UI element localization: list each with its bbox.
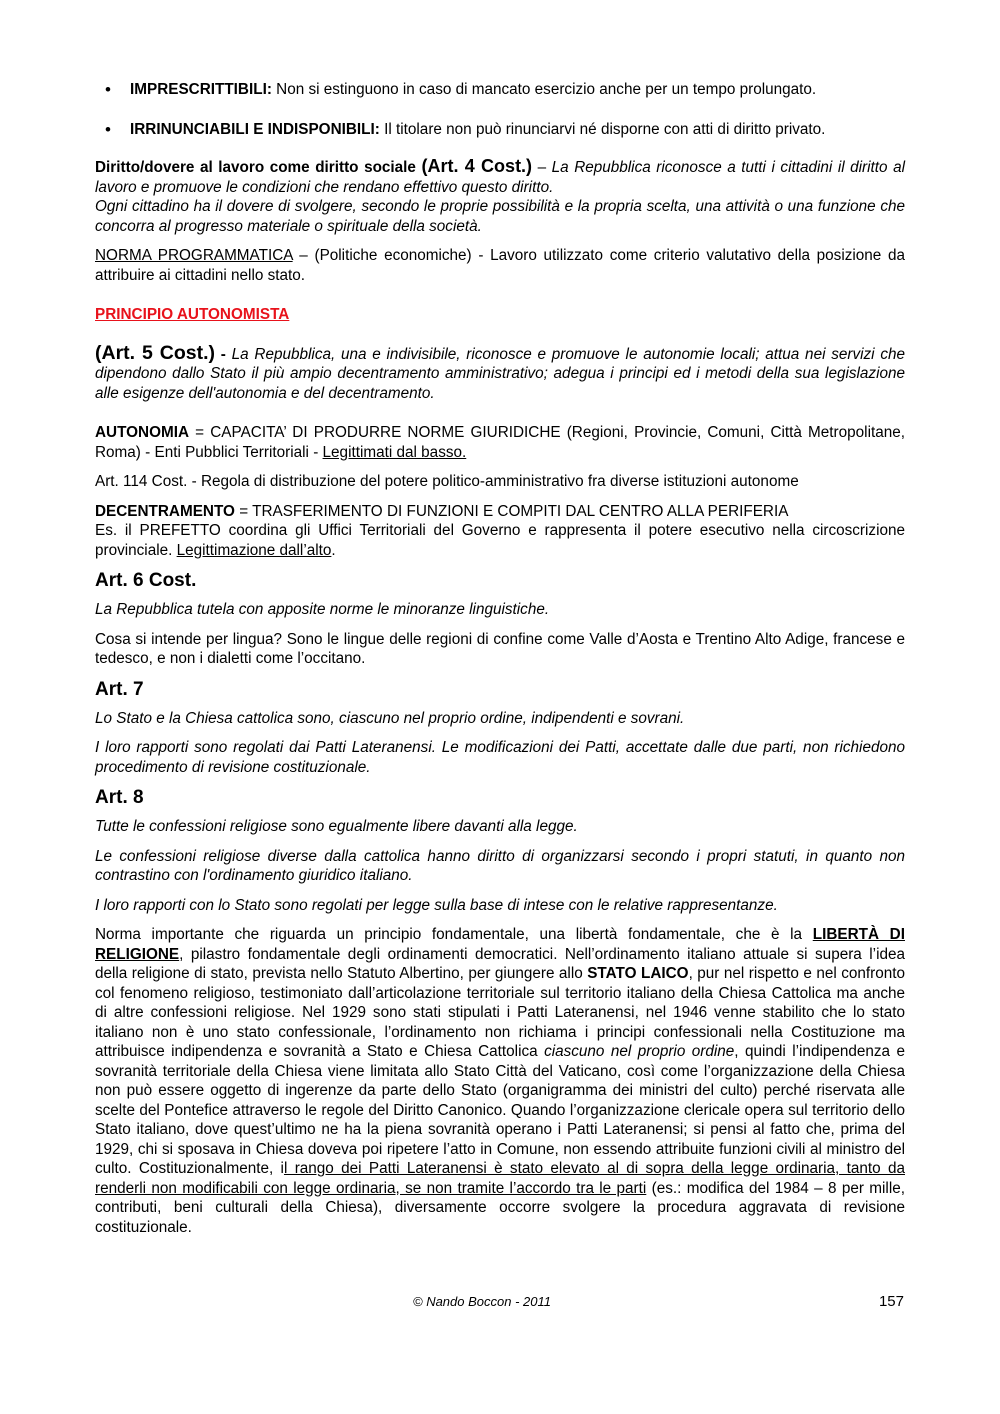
art5-dash: - bbox=[215, 345, 232, 363]
art4-ref: (Art. 4 Cost.) bbox=[421, 156, 533, 176]
art5-paragraph bbox=[95, 341, 906, 404]
art4-quote2: Ogni cittadino ha il dovere di svolgere, secondo le proprie possibilità e la propria scelta, una attività o una funzione che concorra al progresso materiale o spirituale della società. bbox=[95, 198, 905, 235]
decentramento-paragraph bbox=[95, 502, 905, 522]
art6-text: Cosa si intende per lingua? Sono le lingue delle regioni di confine come Valle d’Aosta e Trentino Alto Adige, francese e tedesco, e non i dialetti come l’occitano. bbox=[95, 630, 905, 667]
list-item bbox=[95, 80, 905, 100]
norma-label: NORMA PROGRAMMATICA bbox=[95, 247, 293, 264]
bullet-text: Il titolare non può rinunciarvi né disporne con atti di diritto privato. bbox=[379, 120, 826, 138]
principio-autonomista-link[interactable]: PRINCIPIO AUTONOMISTA bbox=[95, 306, 290, 323]
art4-dash: – bbox=[532, 159, 552, 176]
art7-title: Art. 7 bbox=[95, 678, 144, 700]
page-number: 157 bbox=[878, 1293, 904, 1310]
ciascuno-nel-proprio-ordine: ciascuno nel proprio ordine bbox=[544, 1043, 735, 1060]
legittimazione-link: Legittimazione dall’alto bbox=[176, 541, 332, 559]
rights-list bbox=[95, 80, 905, 139]
art5-ref: (Art. 5 Cost.) bbox=[95, 341, 216, 364]
footer-credit: © Nando Boccon - 2011 bbox=[413, 1294, 551, 1309]
art7-quote1: Lo Stato e la Chiesa cattolica sono, ciascuno nel proprio ordine, indipendenti e sovrani. bbox=[95, 709, 685, 727]
stato-laico: STATO LAICO bbox=[587, 965, 689, 982]
art8-quote3: I loro rapporti con lo Stato sono regolati per legge sulla base di intese con le relative rappresentanze. bbox=[95, 896, 778, 914]
autonomia-paragraph bbox=[95, 423, 905, 462]
art8-quote1: Tutte le confessioni religiose sono egualmente libere davanti alla legge. bbox=[95, 818, 578, 835]
art6-quote: La Repubblica tutela con apposite norme le minoranze linguistiche. bbox=[95, 601, 550, 618]
bullet-term: IRRINUNCIABILI E INDISPONIBILI: bbox=[130, 120, 380, 138]
art4-paragraph bbox=[95, 157, 905, 197]
art7-quote2: I loro rapporti sono regolati dai Patti Lateranensi. Le modificazioni dei Patti, accettate dalle due parti, non richiedono procedimento di revisione costituzionale. bbox=[95, 739, 905, 776]
commentary-text: , pilastro fondamentale degli ordinamenti democratici. Nell’ordinamento italiano attuale si supera l’idea della religione di stato, prevista nello Statuto Albertino, per giungere allo bbox=[95, 945, 905, 982]
liberta-di-religione: LIBERTÀ DI RELIGIONE bbox=[95, 926, 905, 963]
decentramento-text: = TRASFERIMENTO DI FUNZIONI E COMPITI DAL CENTRO ALLA PERIFERIA bbox=[234, 502, 789, 520]
commentary-text: (es.: modifica del 1984 – 8 per mille, contributi, beni culturali della Chiesa), diversamente occorre svolgere la procedura aggravata di revisione costituzionale. bbox=[95, 1179, 905, 1236]
bullet-text: Non si estinguono in caso di mancato esercizio anche per un tempo prolungato. bbox=[271, 81, 817, 98]
art4-quote1: La Repubblica riconosce a tutti i cittadini il diritto al lavoro e promuove le condizioni che rendano effettivo questo diritto. bbox=[95, 159, 905, 196]
prefetto-text: Es. il PREFETTO coordina gli Uffici Territoriali del Governo e rappresenta il potere esecutivo nella circoscrizione provinciale. bbox=[95, 522, 905, 559]
prefetto-end: . bbox=[331, 541, 336, 559]
autonomia-text: = CAPACITA’ DI PRODURRE NORME GIURIDICHE (Regioni, Provincie, Comuni, Città Metropolitane, Roma) - Enti Pubblici Territoriali - bbox=[95, 424, 905, 461]
art8-title: Art. 8 bbox=[95, 787, 144, 808]
norma-text: – (Politiche economiche) - Lavoro utilizzato come criterio valutativo della posizione da attribuire ai cittadini nello stato. bbox=[95, 247, 905, 284]
prefetto-paragraph bbox=[95, 521, 905, 560]
art8-quote2: Le confessioni religiose diverse dalla cattolica hanno diritto di organizzarsi secondo i propri statuti, in quanto non contrastino con l'ordinamento giuridico italiano. bbox=[95, 847, 905, 884]
art114-paragraph: Art. 114 Cost. - Regola di distribuzione del potere politico-amministrativo fra diverse istituzioni autonome bbox=[95, 473, 799, 490]
art5-quote: La Repubblica, una e indivisibile, riconosce e promuove le autonomie locali; attua nei servizi che dipendono dallo Stato il più ampio decentramento amministrativo; adegua i principi ed i metodi della sua legislazione alle esigenze dell'autonomia e del decentramento. bbox=[95, 345, 906, 402]
autonomia-link: Legittimati dal basso. bbox=[322, 443, 467, 461]
art8-commentary bbox=[95, 925, 905, 1237]
list-item bbox=[95, 120, 905, 140]
norma-paragraph bbox=[95, 246, 905, 285]
commentary-text: Norma importante che riguarda un principio fondamentale, una libertà fondamentale, che è la bbox=[95, 926, 813, 943]
art6-title: Art. 6 Cost. bbox=[95, 570, 197, 591]
document-page bbox=[95, 80, 905, 1237]
bullet-term: IMPRESCRITTIBILI: bbox=[130, 81, 272, 98]
art4-lead: Diritto/dovere al lavoro come diritto sociale bbox=[95, 159, 422, 176]
rango-patti-underlined: l rango dei Patti Lateranensi è stato elevato al di sopra della legge ordinaria, tanto da renderli non modificabili con legge ordinaria, se non tramite l’accordo tra le parti bbox=[95, 1160, 905, 1197]
commentary-text: , pur nel rispetto e nel confronto col fenomeno religioso, testimoniato dall’articolazione territoriale sul territorio italiano della Chiesa Cattolica ma anche di altre confessioni religiose. Nel 1929 sono stati stipulati i Patti Lateranensi, nel 1946 venne stabilito che lo stato italiano non è uno stato confessionale, l’ordinamento non richiama i principi confessionali nella Costituzione ma attribuisce indipendenza e sovranità a Stato e Chiesa Cattolica bbox=[95, 965, 906, 1060]
decentramento-term: DECENTRAMENTO bbox=[95, 502, 235, 520]
commentary-text: , quindi l’indipendenza e sovranità territoriale della Chiesa viene limitata allo Stato Città del Vaticano, così come l’organizzazione della Chiesa non può essere oggetto di ingerenze da parte dello Stato (organigramma dei ministri del culto) perché riservata alle scelte del Pontefice attraverso le regole del Diritto Canonico. Quando l’organizzazione clericale opera sul territorio dello Stato italiano, dove quest’ultimo ne ha la piena sovranità operano i Patti Lateranensi; si pensi al fatto che, prima del 1929, chi si sposava in Chiesa doveva poi ripetere l’atto in Comune, non essendo attribuite funzioni civili al ministro del culto. Costituzionalmente, i bbox=[95, 1043, 905, 1177]
autonomia-term: AUTONOMIA bbox=[95, 424, 190, 441]
principio-heading bbox=[95, 305, 905, 325]
